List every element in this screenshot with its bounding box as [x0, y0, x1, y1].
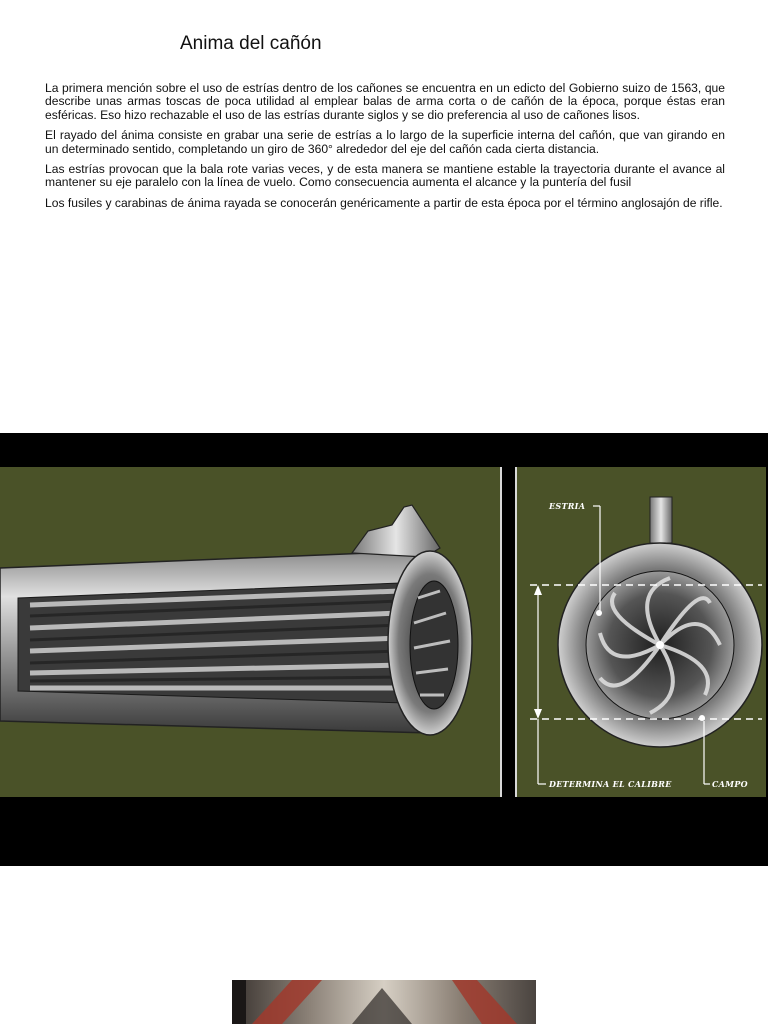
barrel-photo-image: [232, 980, 536, 1024]
barrel-rifling-figure: [0, 433, 768, 866]
label-calibre: DETERMINA EL CALIBRE: [549, 779, 672, 789]
label-campo: CAMPO: [712, 779, 748, 789]
barrel-photo: [232, 980, 536, 1024]
paragraph-3: Las estrías provocan que la bala rote varias veces, y de esta manera se mantiene estable la trayectoria durante el avance al mantener su eje paralelo con la línea de vuelo. Como consecuencia aumenta el alcance y la puntería del fusil: [45, 162, 725, 190]
body-text: [45, 82, 725, 217]
label-estria: ESTRIA: [549, 501, 586, 511]
rifling-illustration: [0, 433, 768, 866]
paragraph-4: Los fusiles y carabinas de ánima rayada se conocerán genéricamente a partir de esta época por el término anglosajón de rifle.: [45, 195, 723, 210]
page-title: Anima del cañón: [180, 33, 322, 54]
paragraph-2: El rayado del ánima consiste en grabar una serie de estrías a lo largo de la superficie interna del cañón, que van girando en un determinado sentido, completando un giro de 360° alrededor del eje del cañón cada cierta distancia.: [45, 128, 725, 156]
paragraph-1: La primera mención sobre el uso de estrías dentro de los cañones se encuentra en un edicto del Gobierno suizo de 1563, que describe unas armas toscas de poca utilidad al emplear balas de arma corta o de cañón de la época, porque éstas eran esféricas. Eso hizo rechazable el uso de las estrías durante siglos y se dio preferencia al uso de cañones lisos.: [45, 81, 725, 122]
